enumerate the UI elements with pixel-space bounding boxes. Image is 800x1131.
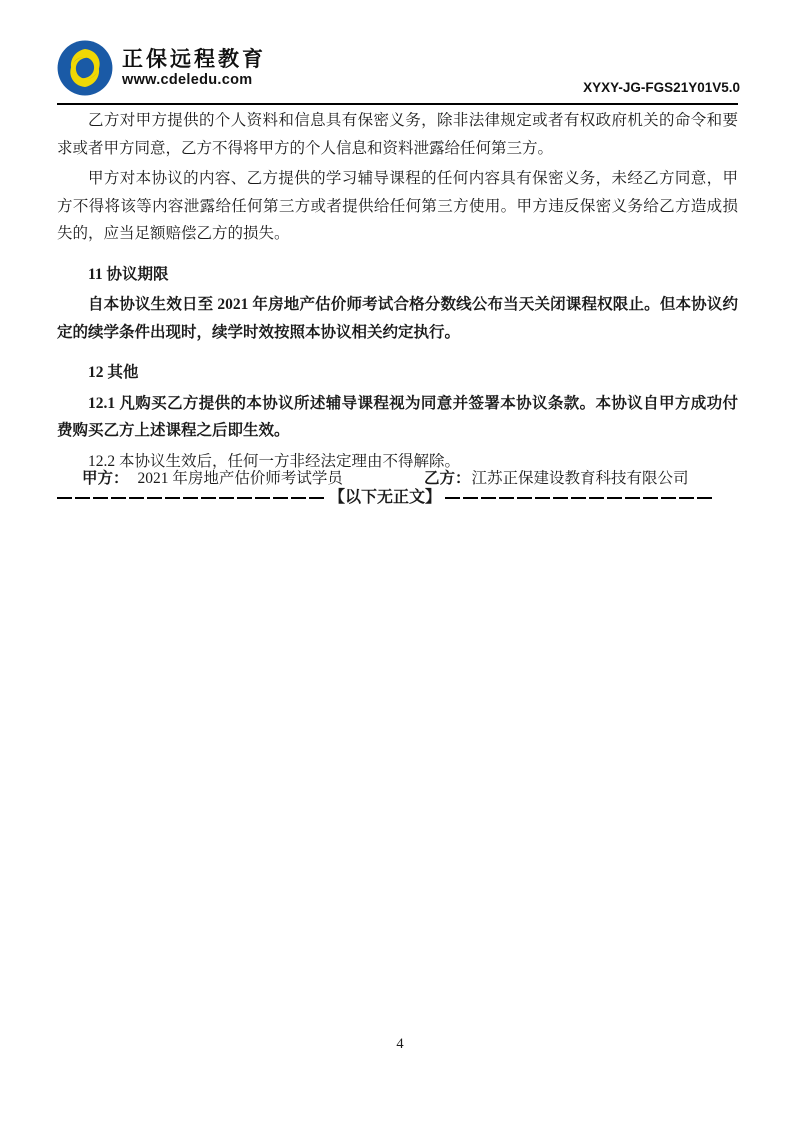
- cdel-swirl-logo-icon: [57, 40, 113, 96]
- no-more-text-label: 【以下无正文】: [329, 489, 442, 506]
- brand-name: 正保远程教育: [122, 47, 266, 71]
- paragraph-confidentiality-party-b: 乙方对甲方提供的个人资料和信息具有保密义务，除非法律规定或者有权政府机关的命令和要求或者甲方同意，乙方不得将甲方的个人信息和资料泄露给任何第三方。: [57, 112, 738, 157]
- section-12-heading: 12 其他: [88, 364, 139, 381]
- paragraph-confidentiality-party-a: 甲方对本协议的内容、乙方提供的学习辅导课程的任何内容具有保密义务，未经乙方同意，甲方不得将该等内容泄露给任何第三方或者提供给任何第三方使用。甲方违反保密义务给乙方造成损失的，应当足额赔偿乙方的损失。: [57, 170, 738, 242]
- page-number: 4: [396, 1036, 404, 1052]
- page-header: [57, 40, 740, 96]
- clause-12-1: 12.1 凡购买乙方提供的本协议所述辅导课程视为同意并签署本协议条款。本协议自甲方成功付费购买乙方上述课程之后即生效。: [57, 394, 738, 439]
- party-a-name: 2021 年房地产估价师考试学员: [137, 470, 343, 487]
- brand-block: [57, 40, 266, 96]
- contract-body: [57, 107, 738, 512]
- brand-url: www.cdeledu.com: [122, 71, 253, 88]
- clause-12-2: 12.2 本协议生效后，任何一方非经法定理由不得解除。: [88, 452, 461, 470]
- party-b-name: 江苏正保建设教育科技有限公司: [471, 470, 689, 487]
- header-divider-line: [57, 103, 738, 105]
- section-11-heading: 11 协议期限: [88, 265, 169, 283]
- document-code: XYXY-JG-FGS21Y01V5.0: [583, 80, 740, 95]
- party-b-label: 乙方：: [424, 470, 471, 487]
- divider-dash-right: [445, 497, 713, 499]
- signature-block: [57, 467, 738, 491]
- divider-dash-left: [57, 497, 325, 499]
- section-11-paragraph: 自本协议生效日至 2021 年房地产估价师考试合格分数线公布当天关闭课程权限止。但本协议约定的续学条件出现时，续学时效按照本协议相关约定执行。: [57, 296, 738, 341]
- party-a-label: 甲方：: [82, 470, 129, 487]
- party-b-line: [424, 467, 689, 491]
- party-a-line: [82, 467, 343, 491]
- brand-text: [122, 48, 266, 89]
